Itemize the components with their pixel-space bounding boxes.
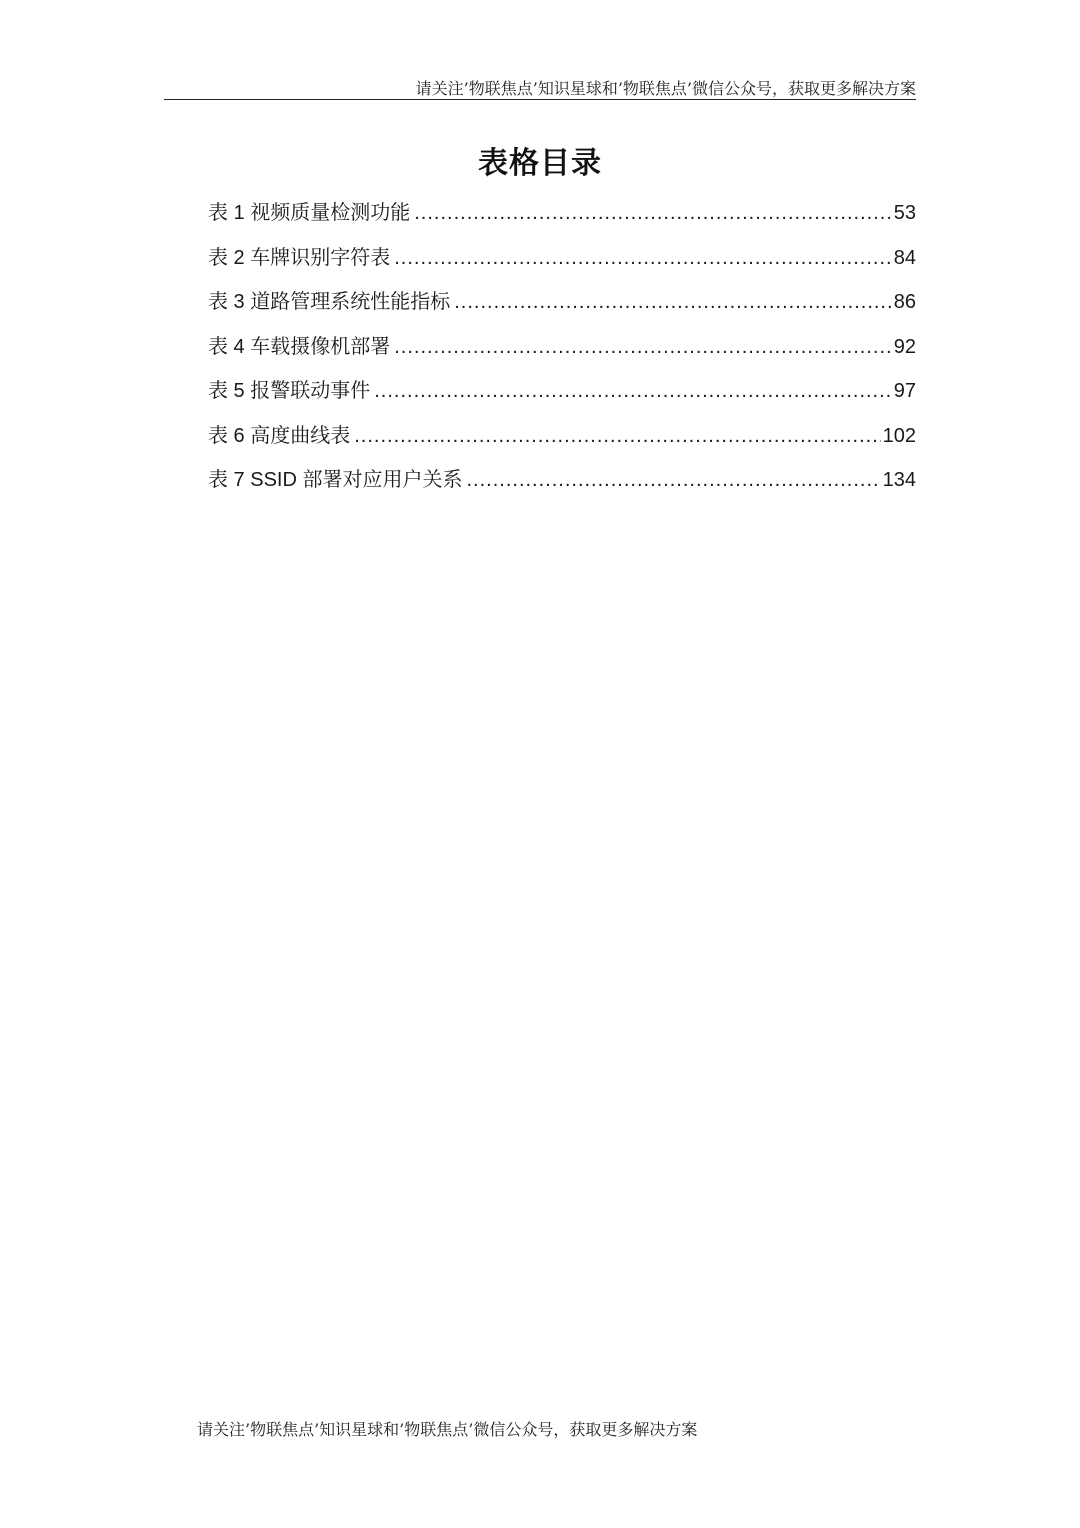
page-footer: 请关注’物联焦点’知识星球和’物联焦点’微信公众号，获取更多解决方案 — [197, 1420, 698, 1439]
toc-entry-label: 表 3 道路管理系统性能指标 — [208, 291, 451, 313]
toc-leader-dots — [394, 247, 892, 270]
toc-entry-page: 97 — [893, 380, 916, 402]
toc-leader-dots — [414, 202, 892, 225]
toc-entry-label: 表 7 SSID 部署对应用户关系 — [208, 469, 463, 491]
toc-entry-page: 92 — [893, 335, 916, 358]
toc-leader-dots — [454, 291, 892, 314]
table-of-tables — [208, 196, 916, 508]
toc-entry-label: 表 5 报警联动事件 — [208, 380, 371, 402]
toc-entry-page: 134 — [882, 469, 916, 491]
toc-entry-label: 表 1 视频质量检测功能 — [208, 202, 411, 224]
page-header: 请关注’物联焦点’知识星球和’物联焦点’微信公众号，获取更多解决方案 — [415, 79, 916, 98]
toc-entry[interactable] — [208, 463, 916, 508]
toc-entry[interactable] — [208, 330, 916, 375]
toc-leader-dots — [394, 336, 892, 359]
toc-entry-label: 表 2 车牌识别字符表 — [208, 246, 391, 269]
page-title: 表格目录 — [478, 146, 602, 181]
toc-entry-label: 表 6 高度曲线表 — [208, 424, 351, 447]
toc-entry-page: 84 — [893, 246, 916, 269]
toc-leader-dots — [466, 469, 880, 492]
toc-entry[interactable] — [208, 419, 916, 464]
toc-entry-page: 86 — [893, 291, 916, 313]
toc-entry[interactable] — [208, 241, 916, 286]
toc-entry[interactable] — [208, 285, 916, 330]
toc-entry-page: 53 — [893, 202, 916, 224]
toc-entry[interactable] — [208, 196, 916, 241]
toc-entry[interactable] — [208, 374, 916, 419]
toc-entry-page: 102 — [882, 424, 916, 447]
toc-leader-dots — [354, 425, 880, 448]
header-divider — [164, 99, 916, 100]
toc-entry-label: 表 4 车载摄像机部署 — [208, 335, 391, 358]
toc-leader-dots — [374, 380, 892, 403]
